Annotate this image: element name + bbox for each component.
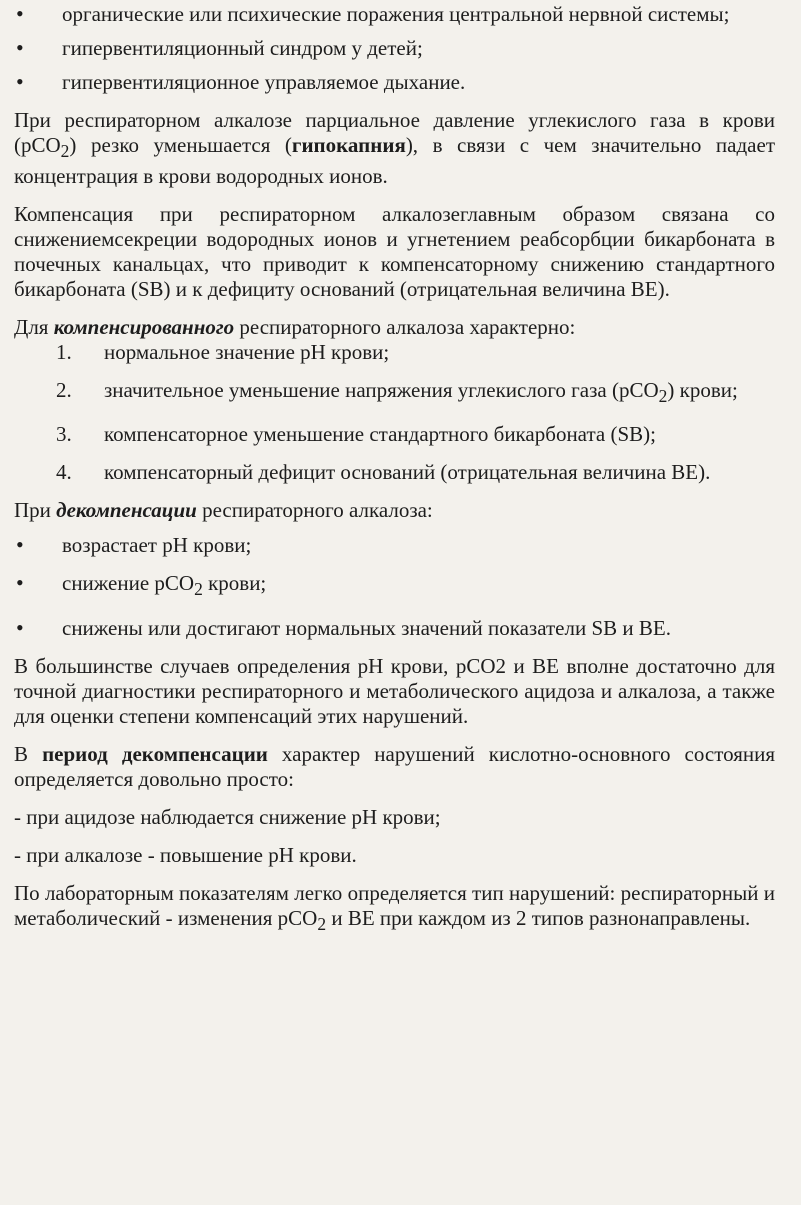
paragraph-decompensation-period: В период декомпенсации характер нарушений кислотно-основного состояния определяется довольно просто: xyxy=(14,741,775,791)
paragraph-compensation: Компенсация при респираторном алкалозеглавным образом связана со снижениемсекреции водородных ионов и угнетением реабсорбции бикарбоната в почечных канальцах, что приводит к компенсаторному снижению стандартного бикарбоната (SB) и к дефициту оснований (отрицательная величина ВЕ). xyxy=(14,202,775,302)
decompensated-heading: При декомпенсации респираторного алкалоза: xyxy=(14,498,433,523)
list-item: органические или психические поражения центральной нервной системы; xyxy=(62,2,730,26)
dash-item-alkalosis: - при алкалозе - повышение рН крови. xyxy=(14,842,357,867)
list-item: гипервентиляционный синдром у детей; xyxy=(62,36,423,60)
list-item: 4. компенсаторный дефицит оснований (отрицательная величина ВЕ). xyxy=(56,460,711,485)
paragraph-lab-indicators: По лабораторным показателям легко определяется тип нарушений: респираторный и метаболический - изменения рСО$_2$ и ВЕ при каждом из 2 типов разнонаправлены. xyxy=(14,880,775,934)
list-item: возрастает рН крови; xyxy=(62,533,252,558)
list-item: снижение рСО$_2$ крови; xyxy=(62,571,267,600)
compensated-heading: Для компенсированного респираторного алкалоза характерно: xyxy=(14,315,576,340)
list-item: снижены или достигают нормальных значений показатели SB и ВЕ. xyxy=(62,615,671,640)
list-item: гипервентиляционное управляемое дыхание. xyxy=(62,70,466,94)
dash-item-acidosis: - при ацидозе наблюдается снижение рН крови; xyxy=(14,804,441,829)
list-item: 3. компенсаторное уменьшение стандартного бикарбоната (SB); xyxy=(56,422,656,447)
compensated-list xyxy=(14,340,775,485)
list-item: 1. нормальное значение рН крови; xyxy=(56,340,390,365)
decompensated-list xyxy=(14,533,775,640)
paragraph-hypocapnia: При респираторном алкалозе парциальное давление углекислого газа в крови (рСО$_2$) резко уменьшается (гипокапния), в связи с чем значительно падает концентрация в крови водородных ионов. xyxy=(14,108,775,189)
causes-list xyxy=(14,2,775,95)
paragraph-diagnostics: В большинстве случаев определения рН крови, рСО2 и ВЕ вполне достаточно для точной диагностики респираторного и метаболического ацидоза и алкалоза, а также для оценки степени компенсаций этих нарушений. xyxy=(14,653,775,728)
list-item: 2. значительное уменьшение напряжения углекислого газа (рСО$_2$) крови; xyxy=(56,378,738,407)
